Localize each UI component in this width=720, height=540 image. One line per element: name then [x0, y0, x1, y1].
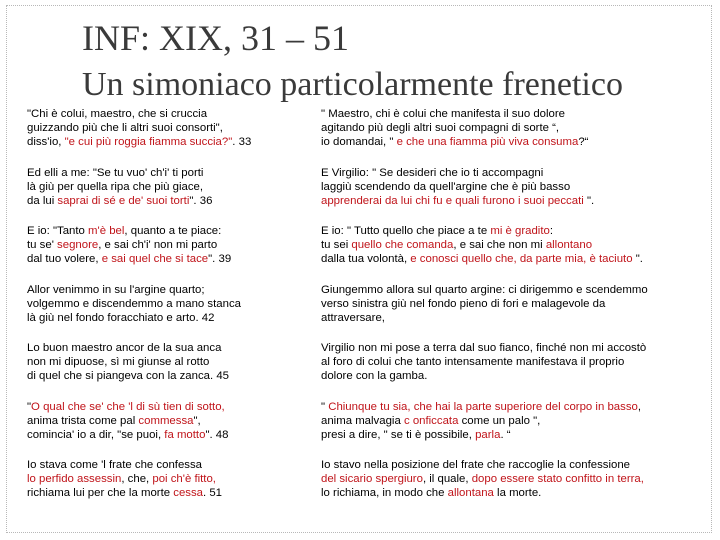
verse-text: , quanto a te piace: tu se' — [27, 225, 222, 252]
verse-text: richiama lui per che la morte — [27, 487, 171, 500]
verse-text: " Maestro, chi è colui che manifesta il suo dolore agitando più degli altri suoi compagni di sorte “, io domandai, " — [321, 108, 565, 149]
verse-paraphrase-5 — [321, 341, 701, 400]
highlighted-text: e sai quel che si tace — [101, 253, 209, 266]
verse-text: Io stavo nella posizione del frate che raccoglie la confessione — [321, 459, 630, 471]
verse-text: ?“ — [578, 136, 589, 149]
verse-text: , e sai che non mi — [453, 239, 546, 252]
highlighted-text: allontana — [447, 487, 494, 500]
verse-text: . “ — [500, 428, 511, 441]
verse-text: . 33 — [232, 136, 252, 149]
highlighted-text: Chiunque tu sia, che hai la parte superiore del corpo in basso — [328, 400, 638, 413]
verse-original-5 — [27, 341, 321, 400]
verse-text: ". — [583, 194, 595, 207]
highlighted-text: c onficcata — [403, 414, 459, 427]
verse-text: Ed elli a me: "Se tu vuo' ch'i' ti porti là giù per quella ripa che più giace, da lui — [27, 166, 204, 207]
slide-title: INF: XIX, 31 – 51 — [82, 18, 349, 58]
highlighted-text: lo perfido assessin — [27, 473, 122, 486]
verse-paraphrase-2 — [321, 166, 701, 225]
verse-text: Allor venimmo in su l'argine quarto; volgemmo e discendemmo a mano stanca là giù nel fondo foracchiato e arto. 42 — [27, 283, 241, 324]
verse-text: , che, — [121, 473, 153, 486]
verse-paraphrase-1 — [321, 107, 701, 166]
verse-paraphrase-6 — [321, 400, 701, 459]
verse-text: Lo buon maestro ancor de la sua anca non mi dipuose, sì mi giunse al rotto di quel che si piangeva con la zanca. 45 — [27, 342, 230, 383]
highlighted-text: apprenderai da lui chi fu e quali furono i suoi peccati — [321, 194, 584, 207]
verse-text: la morte. — [493, 487, 542, 500]
verse-paraphrase-4 — [321, 283, 701, 342]
verse-original-2 — [27, 166, 321, 225]
verse-text: " — [321, 400, 329, 413]
verse-text: ". — [632, 253, 643, 266]
verse-text: ", comincia' io a dir, "se puoi, — [27, 414, 201, 441]
verse-text: lo richiama, in modo che — [321, 487, 445, 500]
verse-text: come un palo ", presi a dire, " se ti è possibile, — [321, 414, 541, 441]
verse-paraphrase-7 — [321, 458, 701, 517]
verse-original-6 — [27, 400, 321, 459]
verse-text: , e sai ch'i' non mi parto dal tuo volere, — [27, 239, 218, 266]
verse-text: Virgilio non mi pose a terra dal suo fianco, finché non mi accostò al foro di colui che tanto intensamente manifestava il proprio dolore con la gamba. — [321, 342, 647, 383]
verse-text: E Virgilio: " Se desideri che io ti accompagni laggiù scendendo da quell'argine che è più basso — [321, 166, 571, 193]
highlighted-text: parla — [475, 428, 501, 441]
highlighted-text: del sicario spergiuro — [321, 473, 423, 486]
verse-original-4 — [27, 283, 321, 342]
verse-text: ". 48 — [205, 428, 229, 441]
highlighted-text: segnore — [57, 239, 99, 252]
verse-text: E io: " Tutto quello che piace a te — [321, 225, 491, 237]
verse-text: dalla tua volontà, — [321, 253, 408, 266]
verse-text: anima trista come pal — [27, 414, 136, 427]
highlighted-text: poi ch'è fitto, — [152, 473, 216, 486]
highlighted-text: cessa — [173, 487, 204, 500]
verse-text: E io: "Tanto — [27, 225, 89, 237]
highlighted-text: allontano — [545, 239, 593, 252]
verse-paraphrase-3 — [321, 224, 701, 283]
highlighted-text: mi è gradito — [490, 225, 550, 237]
highlighted-text: O qual che se' che 'l di sù tien di sotto, — [31, 400, 225, 413]
verse-text: Io stava come 'l frate che confessa — [27, 459, 203, 471]
verse-text: "Chi è colui, maestro, che si cruccia guizzando più che li altri suoi consorti", diss'io, — [27, 108, 223, 149]
highlighted-text: dopo essere stato confitto in terra, — [471, 473, 644, 486]
highlighted-text: m'è bel — [88, 225, 125, 237]
verse-text: . 51 — [203, 487, 223, 500]
highlighted-text: commessa — [138, 414, 194, 427]
verse-text: ". 36 — [189, 194, 213, 207]
highlighted-text: fa motto — [164, 428, 206, 441]
verse-table — [27, 107, 707, 517]
slide-subtitle: Un simoniaco particolarmente frenetico — [82, 66, 623, 103]
verse-text: " — [27, 400, 32, 413]
verse-text: , anima malvagia — [321, 400, 642, 427]
verse-original-3 — [27, 224, 321, 283]
highlighted-text: e conosci quello che, da parte mia, è taciuto — [410, 253, 633, 266]
verse-text: ". 39 — [208, 253, 232, 266]
verse-text: : tu sei — [321, 225, 554, 252]
verse-text: Giungemmo allora sul quarto argine: ci dirigemmo e scendemmo verso sinistra giù nel fondo pieno di fori e malagevole da attraversare, — [321, 283, 648, 324]
highlighted-text: quello che comanda — [351, 239, 454, 252]
verse-text: , il quale, — [422, 473, 472, 486]
highlighted-text: e che una fiamma più viva consuma — [396, 136, 579, 149]
verse-original-7 — [27, 458, 321, 517]
highlighted-text: saprai di sé e de' suoi torti — [57, 194, 190, 207]
highlighted-text: "e cui più roggia fiamma succia?" — [64, 136, 233, 149]
verse-original-1 — [27, 107, 321, 166]
